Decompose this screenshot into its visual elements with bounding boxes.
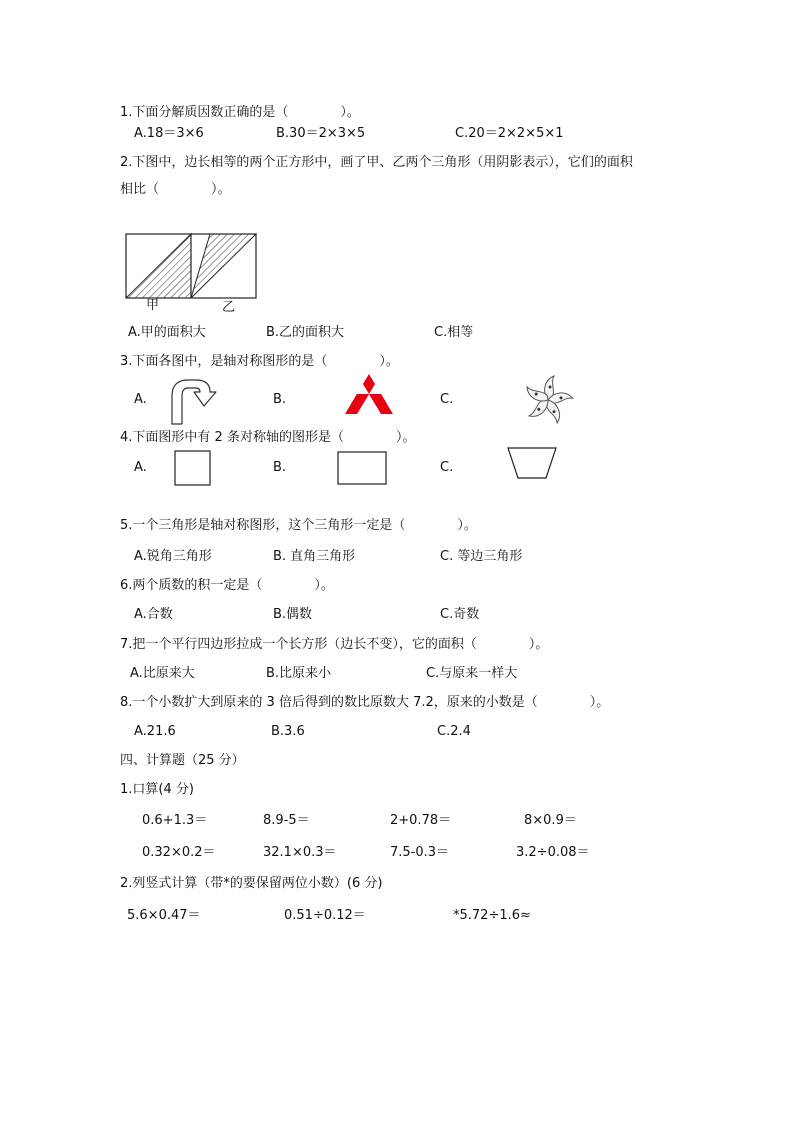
triangle-jia — [126, 234, 191, 298]
bent-arrow-icon — [166, 376, 220, 426]
vertical-item: 0.51÷0.12＝ — [284, 908, 366, 923]
q1-option-c: C.20＝2×2×5×1 — [455, 126, 564, 141]
label-yi: 乙 — [222, 300, 236, 315]
q1-option-b: B.30＝2×3×5 — [276, 126, 366, 141]
q8-option-a: A.21.6 — [134, 724, 176, 739]
q5-option-a: A.锐角三角形 — [134, 549, 212, 564]
oral-item: 8.9-5＝ — [263, 813, 310, 828]
q5-option-b: B. 直角三角形 — [273, 549, 356, 564]
vertical-item: 5.6×0.47＝ — [127, 908, 201, 923]
q2-squares-figure — [120, 228, 262, 304]
q1-option-a: A.18＝3×6 — [134, 126, 204, 141]
q4-option-b: B. — [273, 460, 287, 475]
q3-option-a: A. — [134, 392, 147, 407]
q2-stem-line1: 2.下图中，边长相等的两个正方形中，画了甲、乙两个三角形（用阴影表示），它们的面积 — [120, 155, 633, 170]
oral-item: 8×0.9＝ — [524, 813, 577, 828]
q2-option-b: B.乙的面积大 — [266, 325, 345, 340]
oral-item: 3.2÷0.08＝ — [516, 845, 590, 860]
trapezoid-shape — [506, 446, 558, 480]
bauhinia-flower-icon — [520, 374, 576, 426]
q4-stem: 4.下面图形中有 2 条对称轴的图形是（ ）。 — [120, 430, 416, 445]
q2-option-a: A.甲的面积大 — [128, 325, 206, 340]
oral-item: 32.1×0.3＝ — [263, 845, 337, 860]
oral-item: 0.32×0.2＝ — [142, 845, 216, 860]
q6-stem: 6.两个质数的积一定是（ ）。 — [120, 578, 334, 593]
q4-option-a: A. — [134, 460, 147, 475]
q2-stem-line2: 相比（ ）。 — [120, 182, 231, 197]
q8-option-c: C.2.4 — [437, 724, 471, 739]
rectangle-shape — [337, 451, 387, 485]
q6-option-b: B.偶数 — [273, 607, 313, 622]
section4-title: 四、计算题（25 分） — [120, 753, 245, 768]
q7-stem: 7.把一个平行四边形拉成一个长方形（边长不变），它的面积（ ）。 — [120, 637, 549, 652]
q5-stem: 5.一个三角形是轴对称图形，这个三角形一定是（ ）。 — [120, 518, 477, 533]
q7-option-a: A.比原来大 — [130, 666, 195, 681]
oral-calc-title: 1.口算(4 分) — [120, 782, 194, 797]
label-jia: 甲 — [146, 298, 160, 313]
vertical-item: *5.72÷1.6≈ — [453, 908, 531, 923]
q8-stem: 8.一个小数扩大到原来的 3 倍后得到的数比原数大 7.2，原来的小数是（ ）。 — [120, 695, 610, 710]
q2-option-c: C.相等 — [434, 325, 474, 340]
oral-item: 2+0.78＝ — [390, 813, 452, 828]
q3-stem: 3.下面各图中，是轴对称图形的是（ ）。 — [120, 354, 399, 369]
q6-option-a: A.合数 — [134, 607, 173, 622]
q8-option-b: B.3.6 — [271, 724, 305, 739]
q7-option-c: C.与原来一样大 — [426, 666, 518, 681]
oral-item: 0.6+1.3＝ — [142, 813, 208, 828]
q3-option-b: B. — [273, 392, 287, 407]
oral-item: 7.5-0.3＝ — [390, 845, 450, 860]
triangle-yi — [191, 234, 256, 298]
q1-stem: 1.下面分解质因数正确的是（ ）。 — [120, 105, 360, 120]
q3-option-c: C. — [440, 392, 454, 407]
q4-option-c: C. — [440, 460, 454, 475]
vertical-calc-title: 2.列竖式计算（带*的要保留两位小数）(6 分) — [120, 876, 383, 891]
q5-option-c: C. 等边三角形 — [440, 549, 523, 564]
q6-option-c: C.奇数 — [440, 607, 480, 622]
square-shape — [174, 450, 212, 486]
q7-option-b: B.比原来小 — [266, 666, 332, 681]
three-diamonds-logo-icon — [342, 372, 396, 418]
